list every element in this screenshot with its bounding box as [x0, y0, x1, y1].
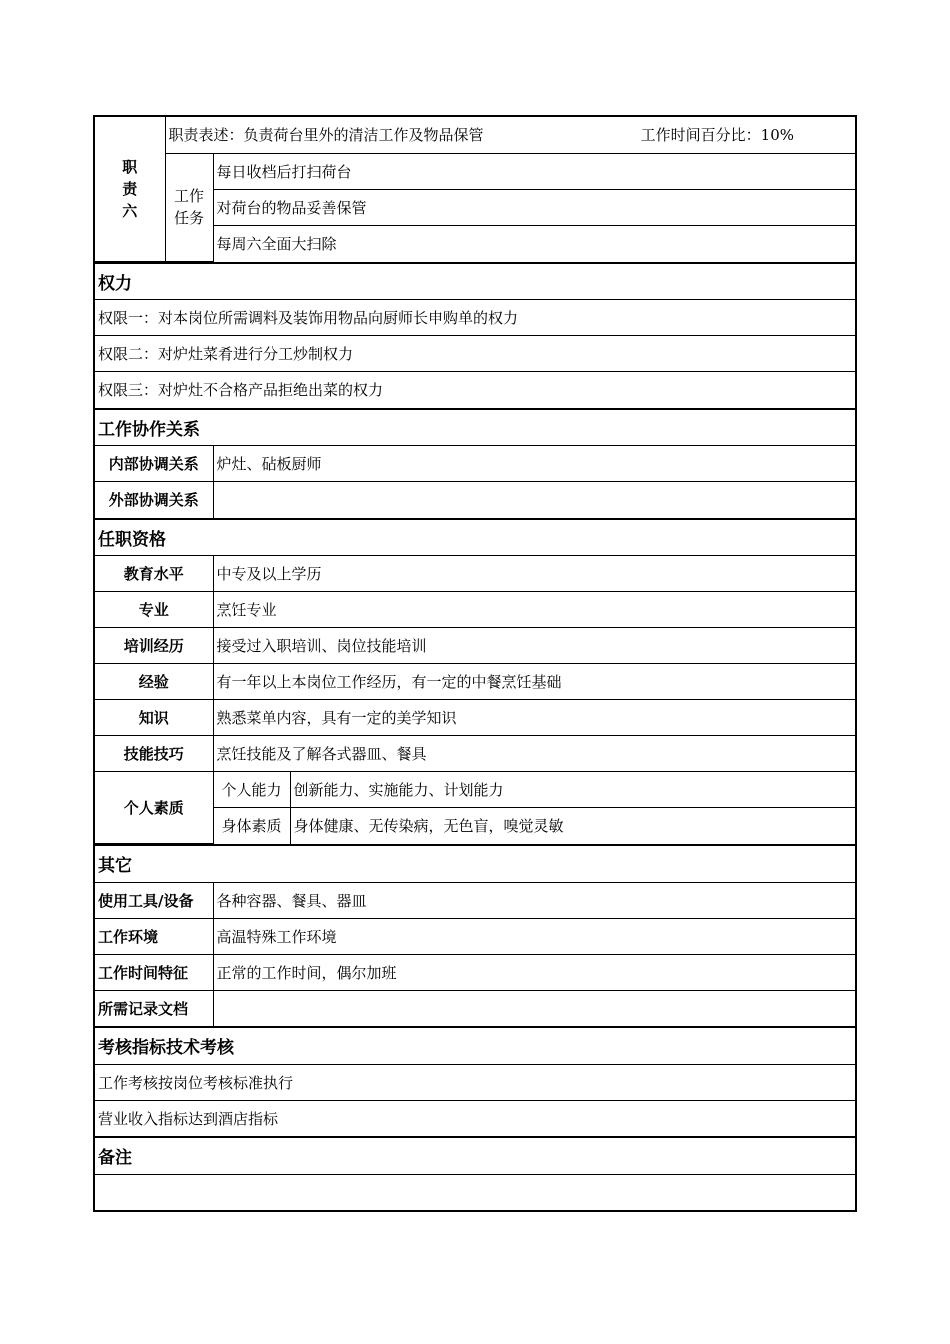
authority-item: 权限三：对炉灶不合格产品拒绝出菜的权力 [95, 372, 855, 408]
section-heading: 任职资格 [95, 520, 855, 556]
qualification-label: 培训经历 [95, 628, 213, 664]
assessment-section [93, 1026, 857, 1136]
task-item: 每周六全面大扫除 [213, 225, 855, 261]
qualification-value: 有一年以上本岗位工作经历，有一定的中餐烹饪基础 [213, 664, 855, 700]
authority-item: 权限二：对炉灶菜肴进行分工炒制权力 [95, 336, 855, 372]
personal-subitem-label: 个人能力 [213, 772, 290, 808]
duty-label [95, 117, 165, 261]
personal-subitem-label: 身体素质 [213, 808, 290, 844]
other-label: 工作环境 [95, 918, 213, 954]
section-heading: 考核指标技术考核 [95, 1028, 855, 1064]
qualification-label: 教育水平 [95, 556, 213, 592]
internal-coordination-value: 炉灶、砧板厨师 [213, 446, 855, 482]
qualification-label: 技能技巧 [95, 736, 213, 772]
section-heading: 工作协作关系 [95, 410, 855, 446]
qualification-label: 经验 [95, 664, 213, 700]
section-heading: 其它 [95, 846, 855, 882]
time-percentage [641, 124, 852, 145]
qualification-section [93, 518, 857, 845]
remarks-table [95, 1138, 855, 1210]
qualification-label: 知识 [95, 700, 213, 736]
other-value: 各种容器、餐具、器皿 [213, 882, 855, 918]
task-item: 每日收档后打扫荷台 [213, 153, 855, 189]
time-percentage-value: 10% [760, 126, 794, 145]
task-label: 工作任务 [165, 153, 213, 261]
external-coordination-label: 外部协调关系 [95, 482, 213, 518]
time-percentage-label: 工作时间百分比： [640, 126, 761, 145]
other-value [213, 990, 855, 1026]
other-value: 高温特殊工作环境 [213, 918, 855, 954]
personal-subitem-value: 身体健康、无传染病，无色盲，嗅觉灵敏 [290, 808, 855, 844]
personal-quality-label: 个人素质 [95, 772, 213, 844]
qualification-value: 熟悉菜单内容，具有一定的美学知识 [213, 700, 855, 736]
assessment-item: 营业收入指标达到酒店指标 [95, 1100, 855, 1136]
other-value: 正常的工作时间，偶尔加班 [213, 954, 855, 990]
other-section [93, 844, 857, 1026]
duty-label-char: 责 [122, 179, 138, 198]
cooperation-section [93, 408, 857, 518]
cooperation-table [95, 410, 855, 518]
remarks-section [93, 1136, 857, 1212]
section-heading: 备注 [95, 1138, 855, 1174]
external-coordination-value [213, 482, 855, 518]
other-label: 工作时间特征 [95, 954, 213, 990]
other-label: 使用工具/设备 [95, 882, 213, 918]
internal-coordination-label: 内部协调关系 [95, 446, 213, 482]
qualification-value: 烹饪技能及了解各式器皿、餐具 [213, 736, 855, 772]
authority-table [95, 264, 855, 408]
duty-statement: 职责表述：负责荷台里外的清洁工作及物品保管 [168, 126, 484, 145]
assessment-table [95, 1028, 855, 1136]
personal-subitem-value: 创新能力、实施能力、计划能力 [290, 772, 855, 808]
assessment-item: 工作考核按岗位考核标准执行 [95, 1064, 855, 1100]
duty-label-char: 六 [122, 201, 138, 220]
authority-item: 权限一：对本岗位所需调料及装饰用物品向厨师长申购单的权力 [95, 300, 855, 336]
qualification-value: 接受过入职培训、岗位技能培训 [213, 628, 855, 664]
qualification-label: 专业 [95, 592, 213, 628]
qualification-value: 烹饪专业 [213, 592, 855, 628]
qualification-value: 中专及以上学历 [213, 556, 855, 592]
other-label: 所需记录文档 [95, 990, 213, 1026]
other-table [95, 846, 855, 1026]
duty-statement-cell [165, 117, 855, 153]
authority-section [93, 262, 857, 408]
task-item: 对荷台的物品妥善保管 [213, 189, 855, 225]
duty-table [95, 117, 855, 262]
qualification-table [95, 520, 855, 845]
section-heading: 权力 [95, 264, 855, 300]
job-description-sheet [93, 115, 857, 1212]
duty-label-char: 职 [122, 157, 138, 176]
duty-section [93, 115, 857, 262]
remarks-value [95, 1174, 855, 1210]
